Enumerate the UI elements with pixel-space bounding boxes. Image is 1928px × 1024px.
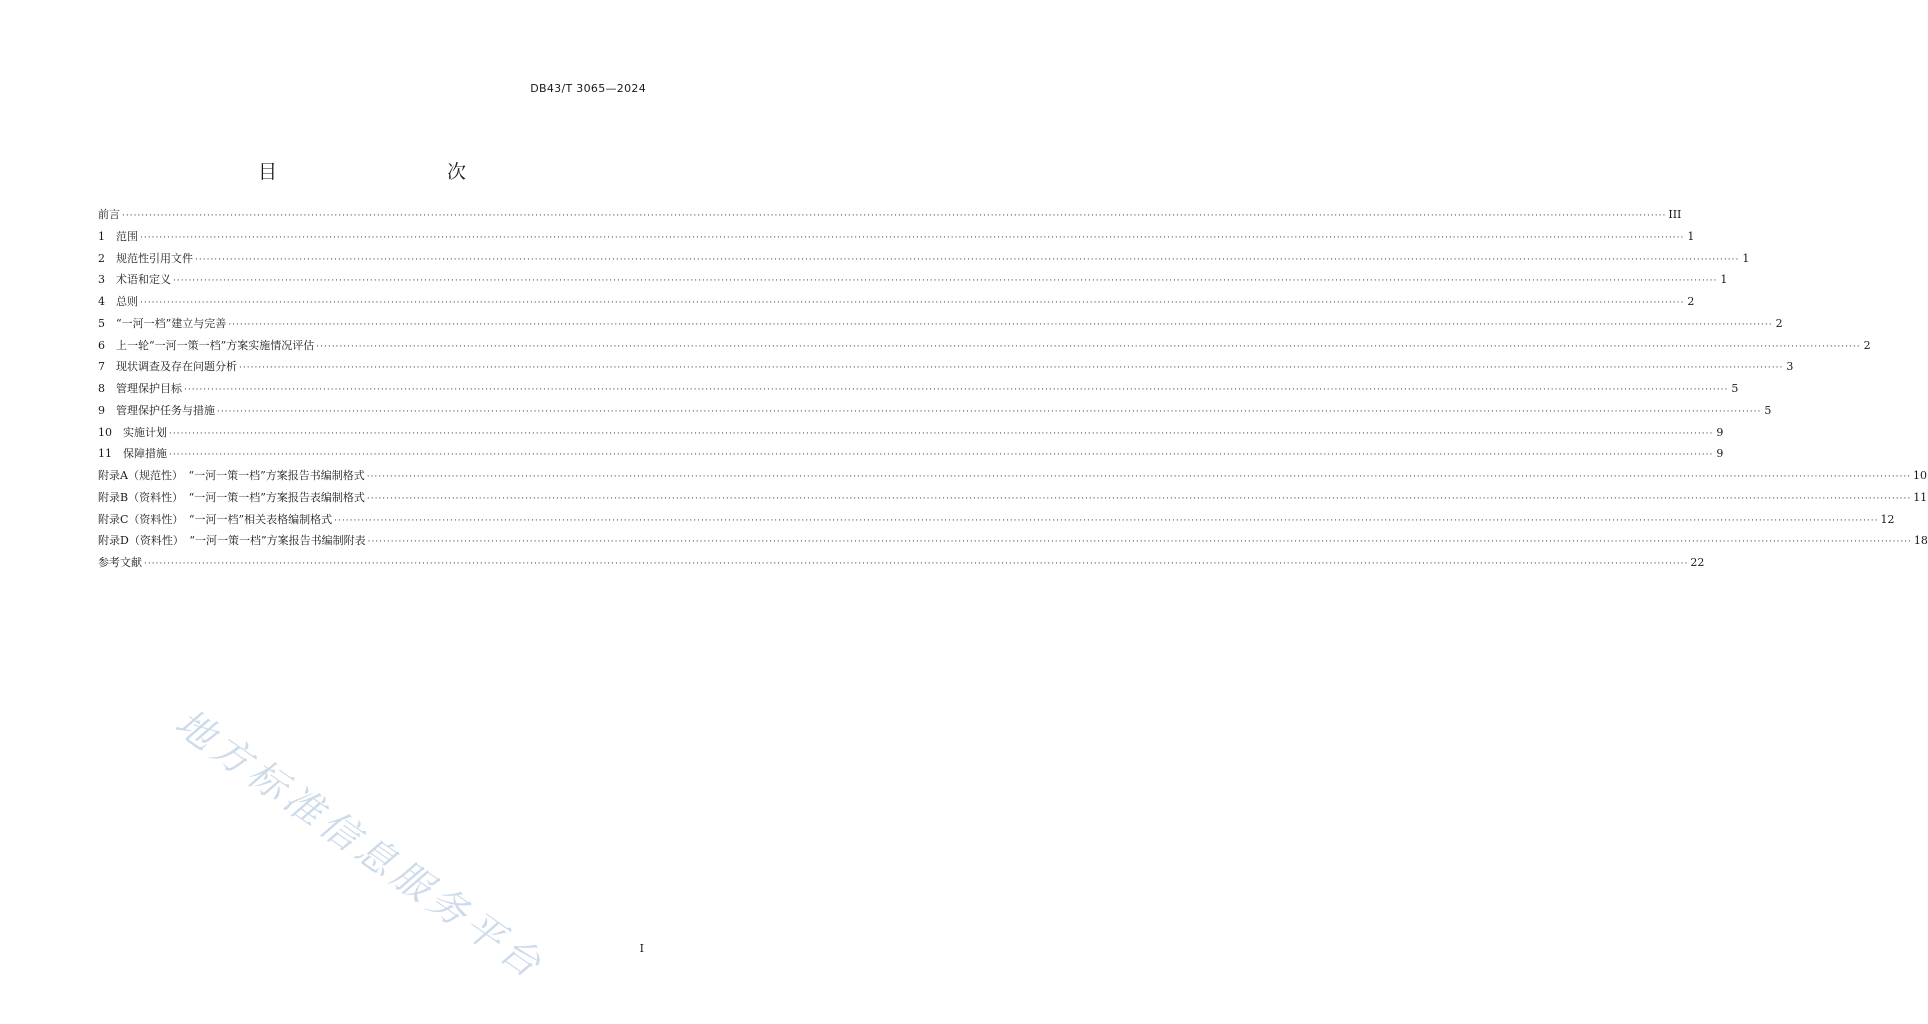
- toc-entry[interactable]: [98, 291, 1695, 313]
- toc-entry[interactable]: [98, 465, 1928, 487]
- toc-entry-page: 18: [1913, 534, 1928, 548]
- toc-leader-dots: ················································································································································································································································································································································································································: [169, 450, 1714, 461]
- toc-leader-dots: ················································································································································································································································································································································································································: [366, 493, 1912, 504]
- toc-entry-page: 9: [1716, 425, 1724, 439]
- toc-entry-label: 7 现状调查及存在问题分析: [98, 360, 237, 374]
- toc-entry-page: 1: [1687, 229, 1695, 243]
- page-number: I: [639, 942, 644, 955]
- watermark: 地方标准信息服务平台: [167, 700, 554, 989]
- toc-entry[interactable]: [98, 204, 1682, 226]
- toc-entry-label: 6 上一轮“一河一策一档”方案实施情况评估: [98, 338, 315, 352]
- toc-entry-page: 1: [1720, 273, 1728, 287]
- toc-entry-label: 附录C（资料性） “一河一档”相关表格编制格式: [98, 512, 333, 526]
- toc-entry-label: 附录D（资料性） “一河一策一档”方案报告书编制附表: [98, 534, 366, 548]
- toc-leader-dots: ················································································································································································································································································································································································································: [122, 211, 1667, 221]
- toc-entry-label: 1 范围: [98, 229, 138, 243]
- toc-entry-label: 参考文献: [98, 556, 142, 569]
- toc-entry[interactable]: [98, 356, 1794, 378]
- toc-entry-label: 前言: [98, 208, 120, 221]
- toc-entry-page: 2: [1863, 338, 1871, 352]
- toc-entry-page: 5: [1731, 382, 1739, 395]
- toc-leader-dots: ················································································································································································································································································································································································································: [239, 363, 1784, 374]
- toc-leader-dots: ················································································································································································································································································································································································································: [366, 472, 1912, 482]
- toc-entry[interactable]: [98, 378, 1739, 400]
- toc-entry-page: 2: [1775, 316, 1783, 330]
- toc-leader-dots: ················································································································································································································································································································································································································: [140, 298, 1685, 308]
- toc-entry-page: 1: [1742, 251, 1750, 265]
- toc-entry[interactable]: [98, 487, 1928, 509]
- toc-entry-page: III: [1668, 208, 1682, 221]
- toc-leader-dots: ················································································································································································································································································································································································································: [169, 428, 1714, 439]
- toc-leader-dots: ················································································································································································································································································································································································································: [140, 232, 1685, 243]
- page-title: 目 次: [257, 160, 510, 183]
- toc-entry-page: 22: [1690, 556, 1705, 569]
- toc-leader-dots: ················································································································································································································································································································································································································: [173, 276, 1718, 287]
- toc-entry[interactable]: [98, 509, 1895, 531]
- toc-entry-label: 10 实施计划: [98, 425, 167, 439]
- toc-entry-page: 2: [1687, 295, 1695, 308]
- toc-entry-label: 11 保障措施: [98, 447, 167, 461]
- toc-entry[interactable]: [98, 400, 1772, 422]
- toc-entry-label: 4 总则: [98, 295, 138, 308]
- toc-entry-page: 12: [1880, 512, 1895, 526]
- toc-entry[interactable]: [98, 226, 1695, 248]
- toc-leader-dots: ················································································································································································································································································································································································································: [334, 515, 1879, 526]
- toc-entry-page: 9: [1716, 447, 1724, 461]
- toc-entry-label: 附录B（资料性） “一河一策一档”方案报告表编制格式: [98, 490, 365, 504]
- toc-entry-label: 2 规范性引用文件: [98, 251, 193, 265]
- toc-leader-dots: ················································································································································································································································································································································································································: [367, 537, 1912, 548]
- toc-entry[interactable]: [98, 552, 1705, 574]
- toc-entry[interactable]: [98, 422, 1724, 444]
- toc-entry[interactable]: [98, 530, 1928, 552]
- toc-leader-dots: ················································································································································································································································································································································································································: [228, 319, 1773, 330]
- toc-entry-page: 10: [1913, 469, 1928, 482]
- toc-entry-page: 11: [1913, 490, 1928, 504]
- toc-entry-page: 3: [1786, 360, 1794, 374]
- toc-entry-label: 8 管理保护目标: [98, 382, 182, 395]
- toc-entry[interactable]: [98, 443, 1724, 465]
- standard-code: DB43/T 3065—2024: [530, 82, 646, 95]
- toc-leader-dots: ················································································································································································································································································································································································································: [316, 341, 1861, 352]
- toc-entry-label: 3 术语和定义: [98, 273, 171, 287]
- toc-entry[interactable]: [98, 313, 1783, 335]
- toc-entry[interactable]: [98, 269, 1728, 291]
- toc-leader-dots: ················································································································································································································································································································································································································: [195, 254, 1740, 265]
- toc-entry-label: 5 “一河一档”建立与完善: [98, 316, 227, 330]
- table-of-contents: [98, 204, 1928, 574]
- toc-leader-dots: ················································································································································································································································································································································································································: [184, 385, 1729, 395]
- toc-entry-page: 5: [1764, 403, 1772, 417]
- toc-entry[interactable]: [98, 335, 1871, 357]
- toc-leader-dots: ················································································································································································································································································································································································································: [144, 559, 1689, 569]
- toc-entry-label: 9 管理保护任务与措施: [98, 403, 215, 417]
- toc-entry-label: 附录A（规范性） “一河一策一档”方案报告书编制格式: [98, 469, 365, 482]
- toc-entry[interactable]: [98, 248, 1750, 270]
- toc-leader-dots: ················································································································································································································································································································································································································: [217, 406, 1762, 417]
